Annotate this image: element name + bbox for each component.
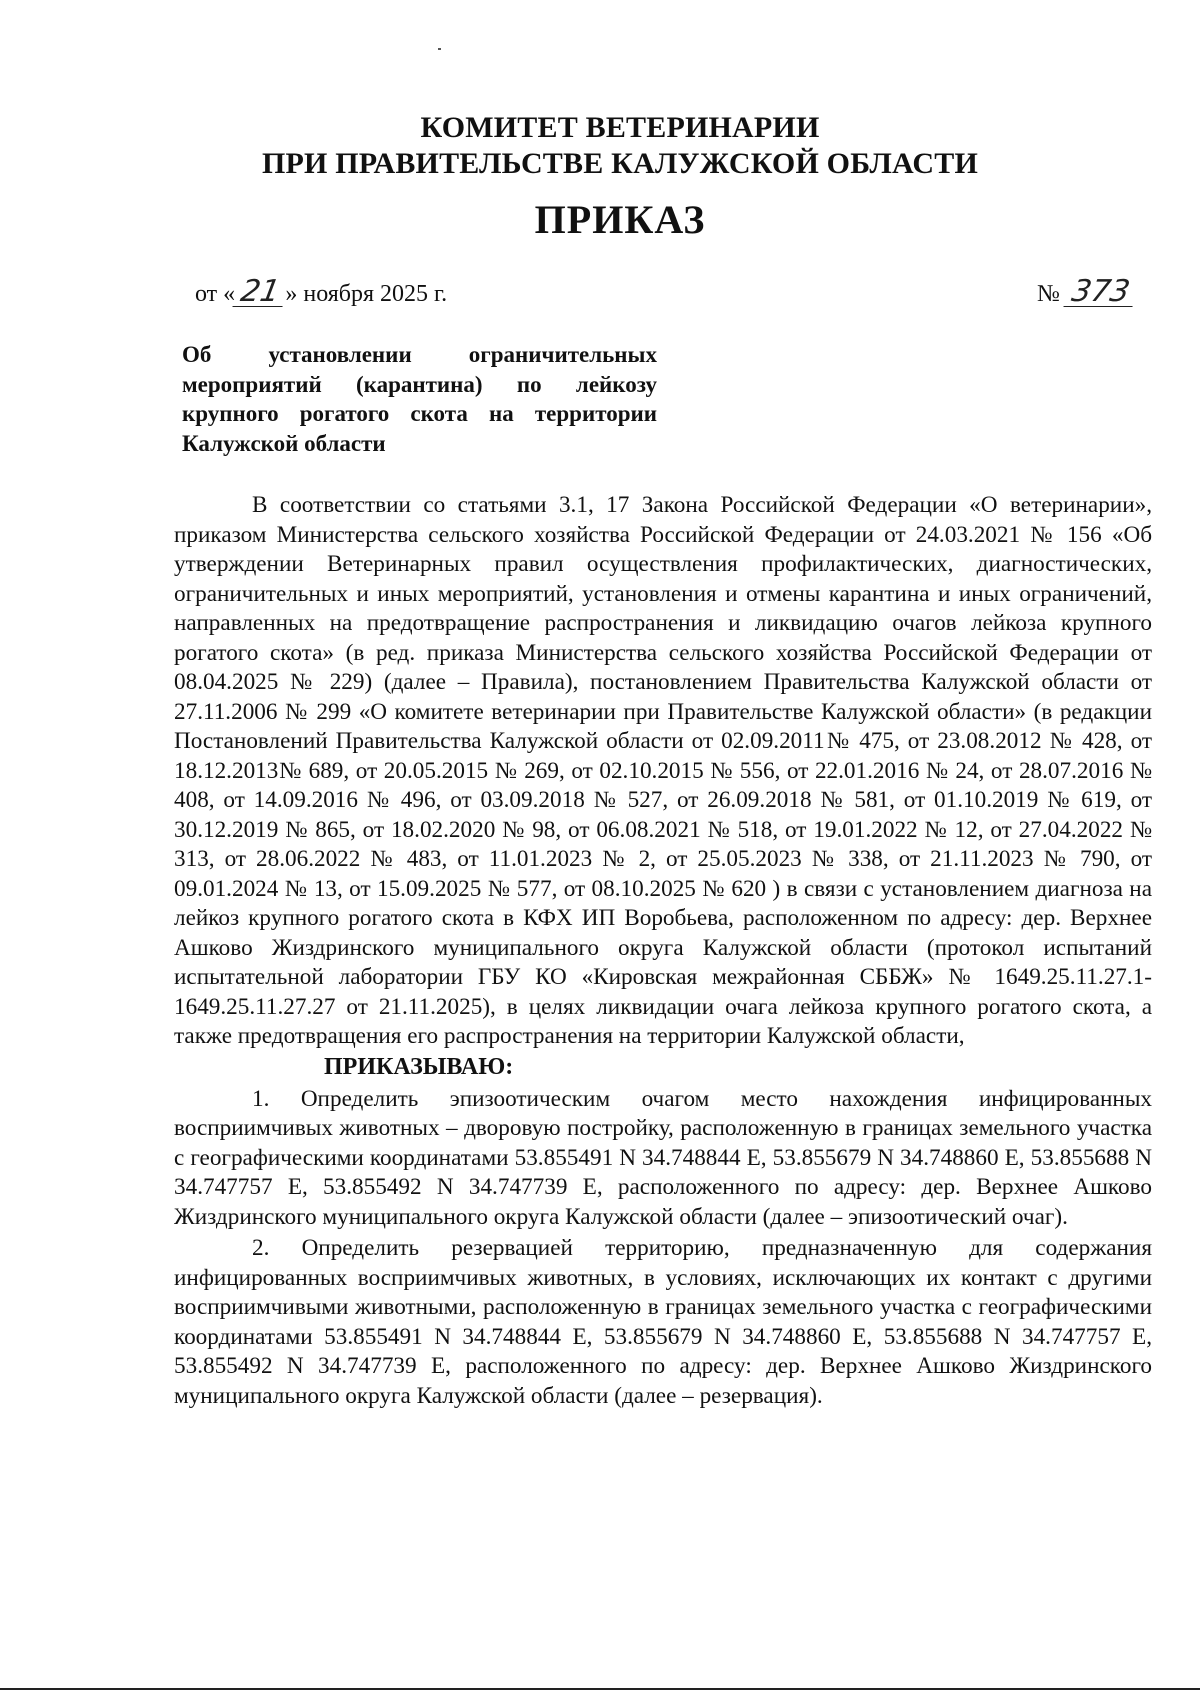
document-subject [182,340,657,458]
document-number [1037,274,1135,309]
subject-text: Об установлении ограничительных мероприятий (карантина) по лейкозу крупного рогатого скота на территории Калужской области [182,342,657,456]
number-prefix: № [1037,281,1060,307]
document-body [174,491,1152,1411]
number-value-handwritten: 373 [1063,278,1137,307]
date-suffix: » ноября 2025 г. [285,281,448,307]
document-type-title: ПРИКАЗ [534,197,706,242]
scan-speck [438,48,441,50]
page-bottom-border [0,1688,1200,1690]
date-prefix: от « [195,281,236,307]
preamble-paragraph: В соответствии со статьями 3.1, 17 Закона Российской Федерации «О ветеринарии», приказом Министерства сельского хозяйства Российской Федерации от 24.03.2021 № 156 «Об утверждении Ветеринарных правил осуществления профилактических, диагностических, ограничительных и иных мероприятий, установления и отмены карантина и иных ограничений, направленных на предотвращение распространения и ликвидацию очагов лейкоза крупного рогатого скота» (в ред. приказа Министерства сельского хозяйства Российской Федерации от 08.04.2025 № 229) (далее – Правила), постановлением Правительства Калужской области от 27.11.2006 № 299 «О комитете ветеринарии при Правительстве Калужской области» (в редакции Постановлений Правительства Калужской области от 02.09.2011№ 475, от 23.08.2012 № 428, от 18.12.2013№ 689, от 20.05.2015 № 269, от 02.10.2015 № 556, от 22.01.2016 № 24, от 28.07.2016 № 408, от 14.09.2016 № 496, от 03.09.2018 № 527, от 26.09.2018 № 581, от 01.10.2019 № 619, от 30.12.2019 № 865, от 18.02.2020 № 98, от 06.08.2021 № 518, от 19.01.2022 № 12, от 27.04.2022 № 313, от 28.06.2022 № 483, от 11.01.2023 № 2, от 25.05.2023 № 338, от 21.11.2023 № 790, от 09.01.2024 № 13, от 15.09.2025 № 577, от 08.10.2025 № 620 ) в связи с установлением диагноза на лейкоз крупного рогатого скота в КФХ ИП Воробьева, расположенном по адресу: дер. Верхнее Ашково Жиздринского муниципального округа Калужской области (протокол испытаний испытательной лаборатории ГБУ КО «Кировская межрайонная СББЖ» № 1649.25.11.27.1-1649.25.11.27.27 от 21.11.2025), в целях ликвидации очага лейкоза крупного рогатого скота, а также предотвращения его распространения на территории Калужской области, [174,492,1152,1049]
order-item-2: 2. Определить резервацией территорию, предназначенную для содержания инфицированных восприимчивых животных, в условиях, исключающих их контакт с другими восприимчивыми животными, расположенную в границах земельного участка с географическими координатами 53.855491 N 34.748844 E, 53.855679 N 34.748860 E, 53.855688 N 34.747757 E, 53.855492 N 34.747739 E, расположенного по адресу: дер. Верхнее Ашково Жиздринского муниципального округа Калужской области (далее – резервация). [174,1235,1152,1409]
date-day-handwritten: 21 [233,278,288,307]
issuer-line-2: ПРИ ПРАВИТЕЛЬСТВЕ КАЛУЖСКОЙ ОБЛАСТИ [261,147,979,180]
document-date [195,274,448,309]
order-item-1: 1. Определить эпизоотическим очагом место нахождения инфицированных восприимчивых животных – дворовую постройку, расположенную в границах земельного участка с географическими координатами 53.855491 N 34.748844 E, 53.855679 N 34.748860 E, 53.855688 N 34.747757 E, 53.855492 N 34.747739 E, расположенного по адресу: дер. Верхнее Ашково Жиздринского муниципального округа Калужской области (далее – эпизоотический очаг). [174,1085,1152,1230]
order-word: ПРИКАЗЫВАЮ: [324,1053,514,1080]
issuer-line-1: КОМИТЕТ ВЕТЕРИНАРИИ [420,111,820,144]
